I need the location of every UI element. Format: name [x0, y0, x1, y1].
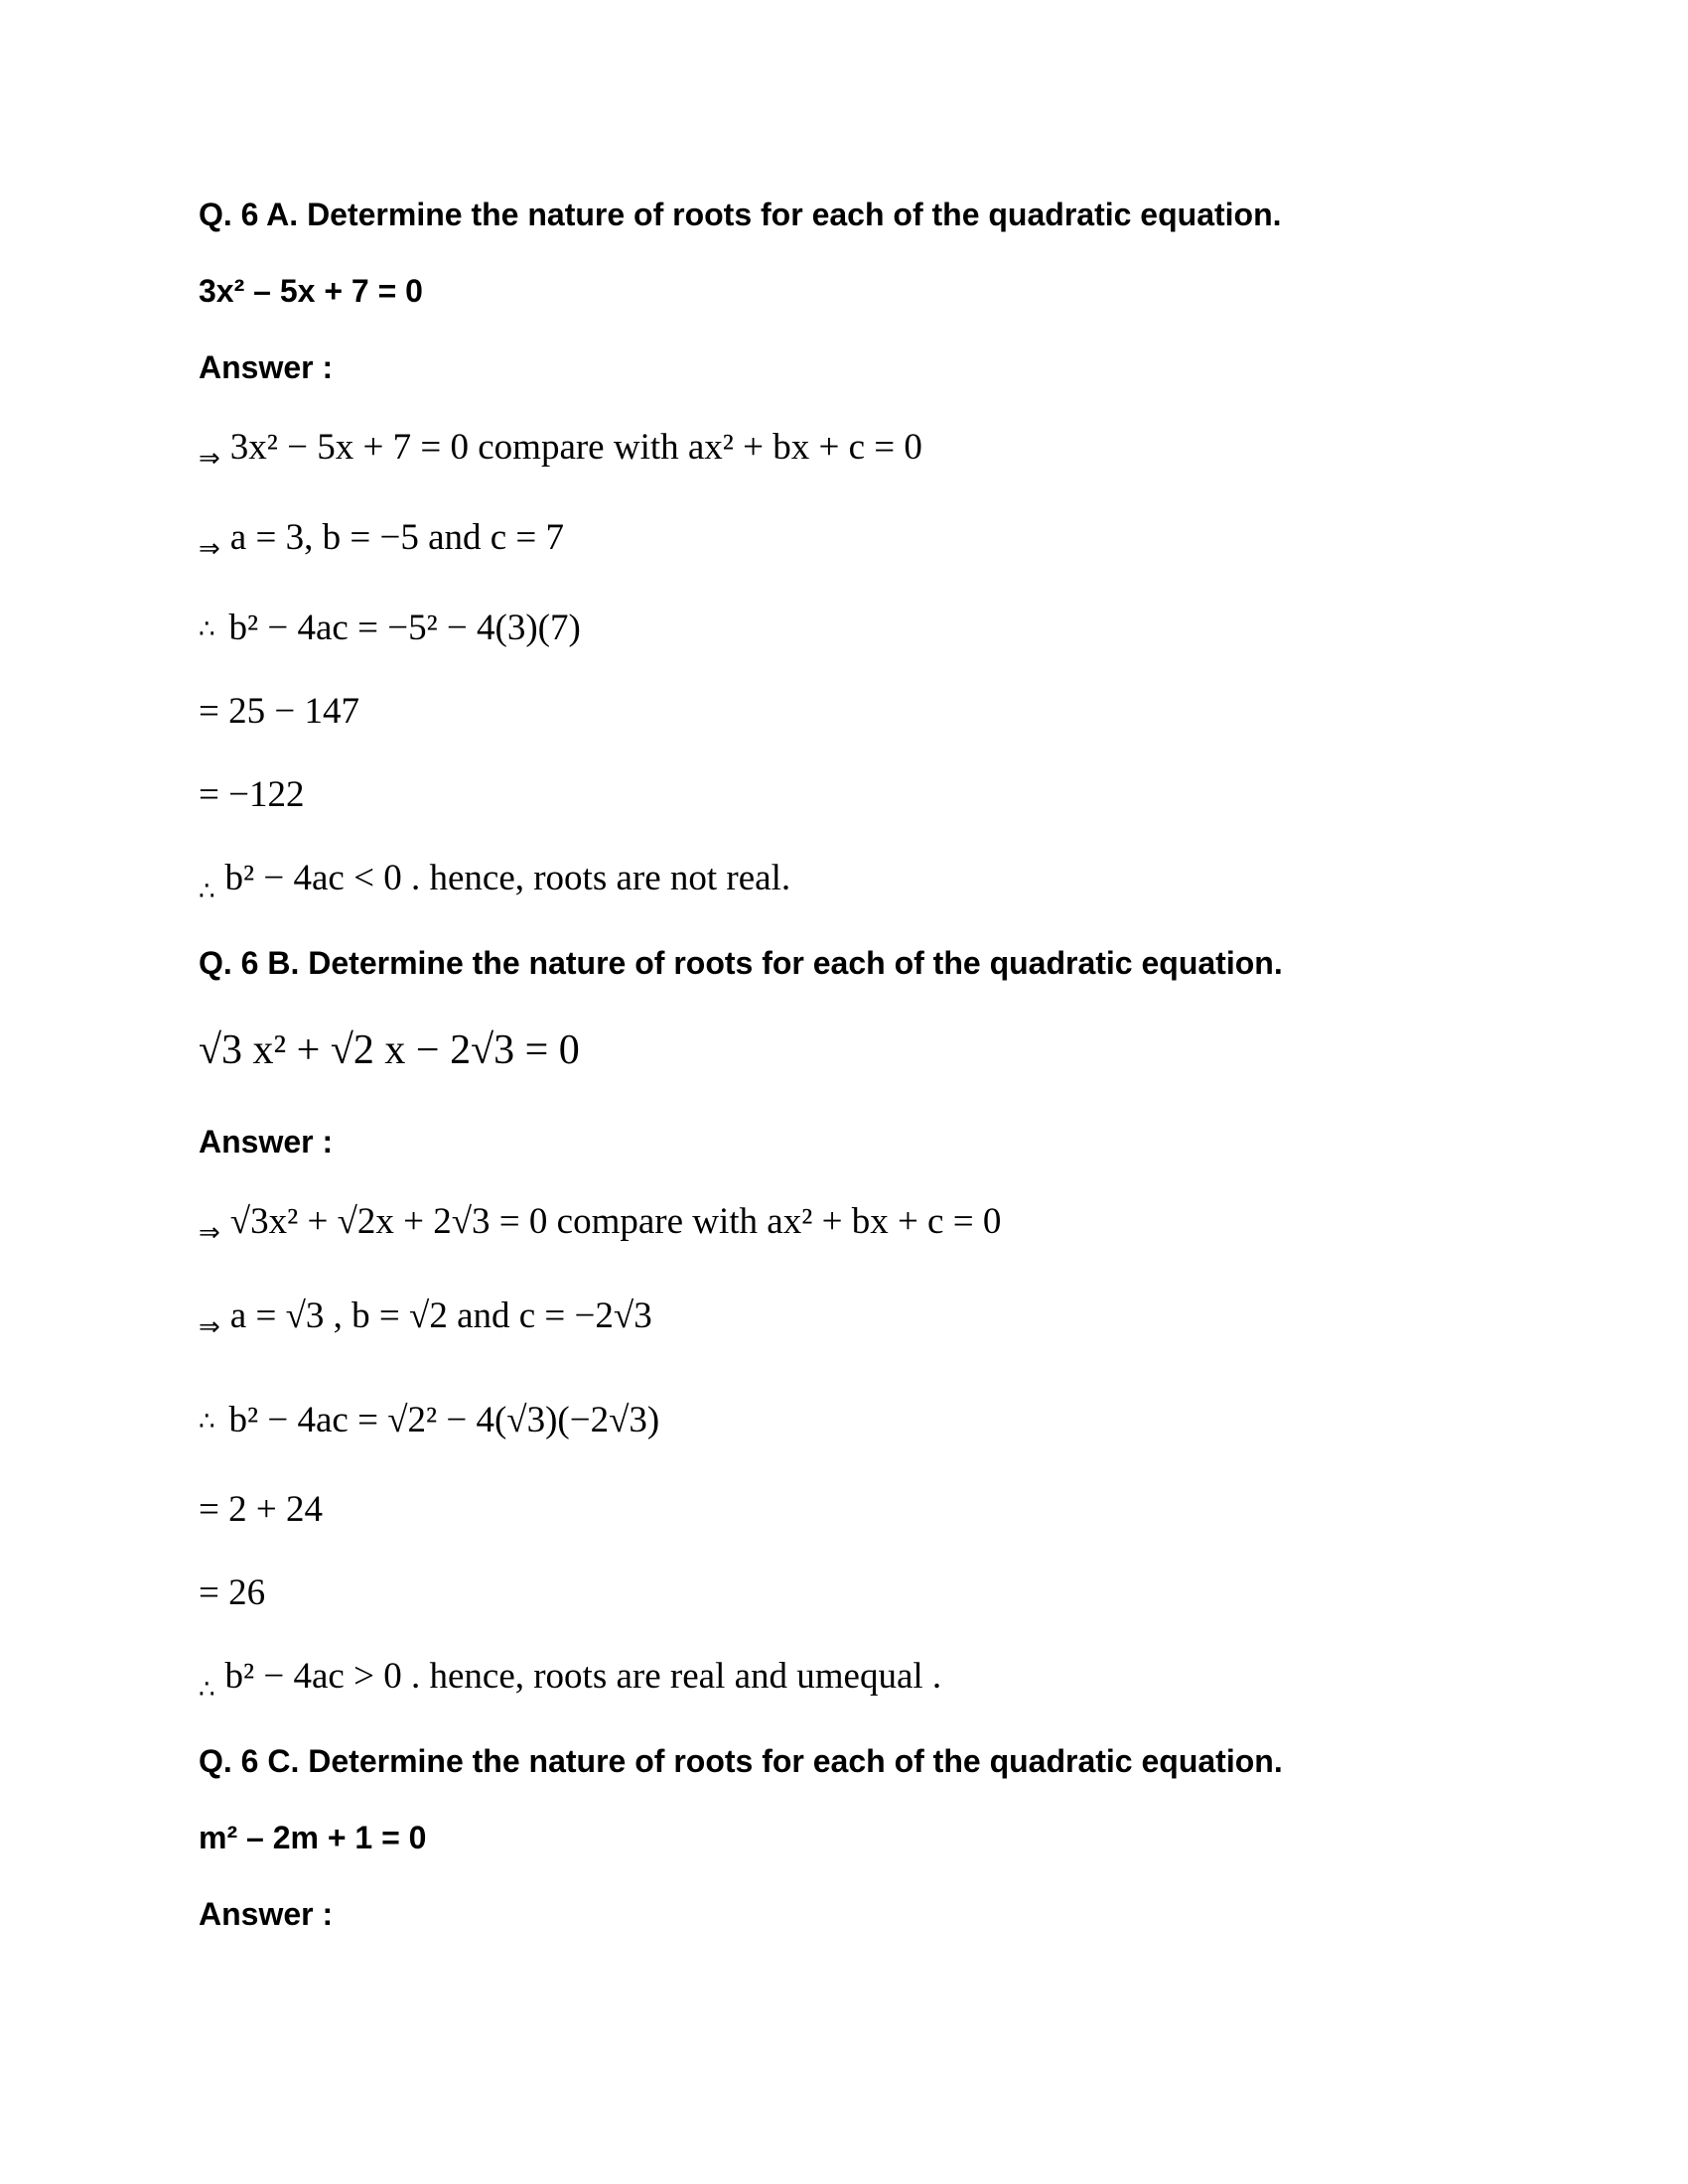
q6b-step-3: [199, 1399, 659, 1445]
implies-icon: ⇒: [199, 1218, 220, 1248]
q6a-step-1-text: 3x² − 5x + 7 = 0 compare with ax² + bx + c = 0: [229, 427, 922, 468]
q6b-step-3-text: b² − 4ac = √2² − 4(√3)(−2√3): [228, 1400, 660, 1440]
q6b-step-2: [199, 1295, 652, 1341]
question-6b-title: Q. 6 B. Determine the nature of roots for each of the quadratic equation.: [199, 945, 1283, 981]
q6a-step-4: = 25 − 147: [199, 691, 359, 732]
q6a-step-2: [199, 516, 564, 563]
q6b-step-4: = 2 + 24: [199, 1489, 323, 1530]
question-6a-title: Q. 6 A. Determine the nature of roots for each of the quadratic equation.: [199, 197, 1282, 232]
q6b-step-2-text: a = √3 , b = √2 and c = −2√3: [229, 1296, 652, 1336]
therefore-icon: ∴: [199, 877, 215, 906]
q6a-step-2-text: a = 3, b = −5 and c = 7: [229, 517, 565, 558]
question-6c-equation: m² – 2m + 1 = 0: [199, 1820, 427, 1855]
q6a-step-1: [199, 426, 922, 473]
q6b-step-1-text: √3x² + √2x + 2√3 = 0 compare with ax² + bx + c = 0: [229, 1201, 1002, 1242]
question-6b-answer-label: Answer :: [199, 1124, 334, 1160]
q6b-step-5: = 26: [199, 1572, 266, 1613]
question-6a-answer-label: Answer :: [199, 349, 334, 385]
question-6c-answer-label: Answer :: [199, 1896, 334, 1932]
q6b-conclusion-text: b² − 4ac > 0 . hence, roots are real and umequal .: [224, 1656, 942, 1697]
q6a-conclusion: [199, 857, 791, 906]
implies-icon: ⇒: [199, 444, 220, 474]
q6b-step-1: [199, 1200, 1001, 1247]
implies-icon: ⇒: [199, 534, 220, 564]
implies-icon: ⇒: [199, 1312, 220, 1342]
therefore-icon: ∴: [199, 1407, 215, 1436]
therefore-icon: ∴: [199, 1675, 215, 1705]
question-6a-equation: 3x² – 5x + 7 = 0: [199, 273, 423, 309]
question-6c-title: Q. 6 C. Determine the nature of roots for each of the quadratic equation.: [199, 1743, 1283, 1779]
therefore-icon: ∴: [199, 614, 215, 644]
q6a-step-5: = −122: [199, 774, 305, 815]
q6a-step-3-text: b² − 4ac = −5² − 4(3)(7): [228, 608, 581, 648]
q6a-step-3: [199, 607, 581, 653]
q6a-conclusion-text: b² − 4ac < 0 . hence, roots are not real.: [224, 858, 791, 898]
q6b-conclusion: [199, 1655, 942, 1705]
question-6b-equation: √3 x² + √2 x − 2√3 = 0: [199, 1027, 580, 1073]
